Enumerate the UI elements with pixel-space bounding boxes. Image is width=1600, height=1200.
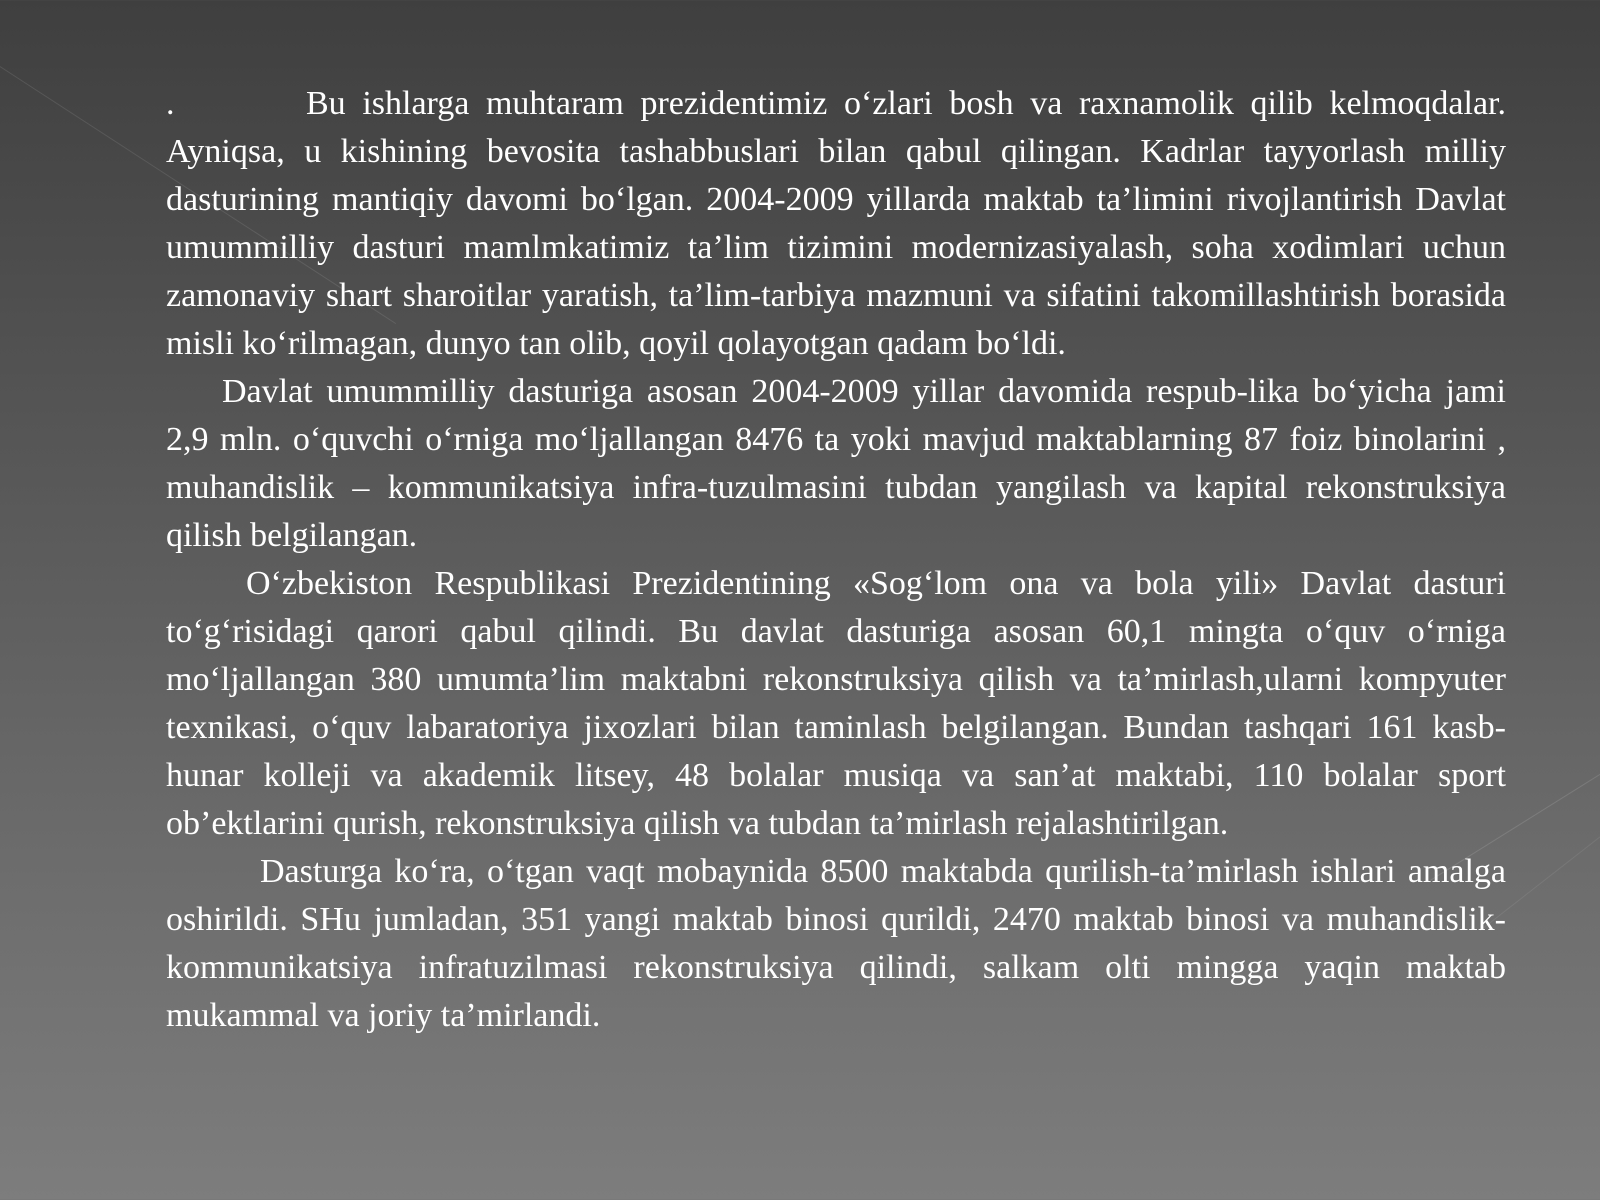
paragraph-2 [166,368,1506,560]
paragraph-text: Davlat umummilliy dasturiga asosan 2004-2009 yillar davomida respub-lika boʻyicha jami 2,9 mln. oʻquvchi oʻrniga moʻljallangan 8476 ta yoki mavjud maktablarning 87 foiz binolarini , muhandislik – kommunikatsiya infra-tuzulmasini tubdan yangilash va kapital rekonstruksiya qilish belgilangan. [166,373,1506,554]
slide-text-body [166,80,1506,1040]
paragraph-lead-mark: . [166,85,175,122]
paragraph-text: Bu ishlarga muhtaram prezidentimiz oʻzlari bosh va raxnamolik qilib kelmoqdalar. Ayniqsa, u kishining bevosita tashabbuslari bilan qabul qilingan. Kadrlar tayyorlash milliy dasturining mantiqiy davomi boʻlgan. 2004-2009 yillarda maktab ta’limini rivojlantirish Davlat umummilliy dasturi mamlmkatimiz ta’lim tizimini modernizasiyalash, soha xodimlari uchun zamonaviy shart sharoitlar yaratish, ta’lim-tarbiya mazmuni va sifatini takomillashtirish borasida misli koʻrilmagan, dunyo tan olib, qoyil qolayotgan qadam boʻldi. [166,85,1506,362]
paragraph-1 [166,80,1506,368]
paragraph-4 [166,848,1506,1040]
paragraph-3 [166,560,1506,848]
paragraph-text: Dasturga koʻra, oʻtgan vaqt mobaynida 8500 maktabda qurilish-ta’mirlash ishlari amalga oshirildi. SHu jumladan, 351 yangi maktab binosi qurildi, 2470 maktab binosi va muhandislik-kommunikatsiya infratuzilmasi rekonstruksiya qilindi, salkam olti mingga yaqin maktab mukammal va joriy ta’mirlandi. [166,853,1506,1034]
paragraph-text: Oʻzbekiston Respublikasi Prezidentining «Sogʻlom ona va bola yili» Davlat dasturi toʻgʻrisidagi qarori qabul qilindi. Bu davlat dasturiga asosan 60,1 mingta oʻquv oʻrniga moʻljallangan 380 umumta’lim maktabni rekonstruksiya qilish va ta’mirlash,ularni kompyuter texnikasi, oʻquv labaratoriya jixozlari bilan taminlash belgilangan. Bundan tashqari 161 kasb-hunar kolleji va akademik litsey, 48 bolalar musiqa va san’at maktabi, 110 bolalar sport ob’ektlarini qurish, rekonstruksiya qilish va tubdan ta’mirlash rejalashtirilgan. [166,565,1506,842]
